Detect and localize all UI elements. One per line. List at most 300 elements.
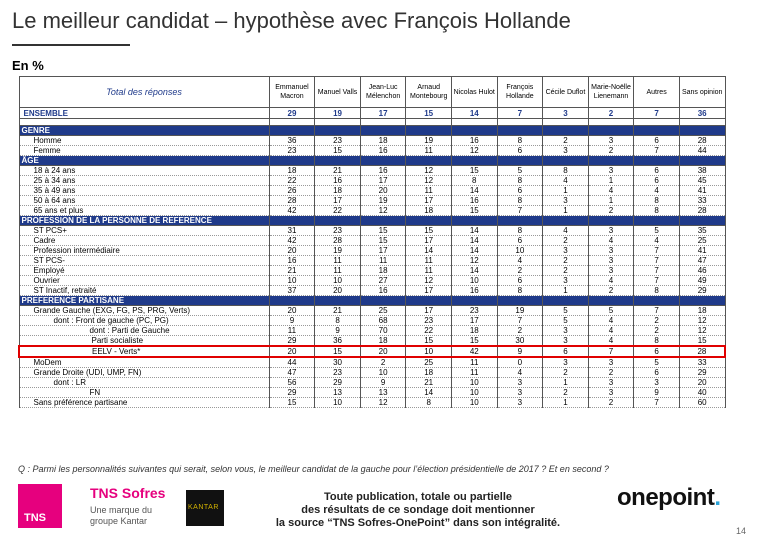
value-cell: 29 xyxy=(269,108,315,119)
onepoint-logo-dot: . xyxy=(714,484,721,511)
section-filler-cell xyxy=(497,296,543,306)
section-filler-cell xyxy=(588,216,634,226)
value-cell: 12 xyxy=(360,398,406,408)
value-cell: 37 xyxy=(269,286,315,296)
value-cell: 8 xyxy=(634,286,680,296)
value-cell: 13 xyxy=(315,388,361,398)
value-cell: 3 xyxy=(543,146,589,156)
section-header-row xyxy=(19,126,725,136)
table-row xyxy=(19,186,725,196)
value-cell: 8 xyxy=(497,176,543,186)
section-filler-cell xyxy=(360,126,406,136)
value-cell: 6 xyxy=(634,346,680,357)
section-filler-cell xyxy=(315,216,361,226)
row-label: dont : Parti de Gauche xyxy=(19,326,269,336)
value-cell: 8 xyxy=(451,176,497,186)
table-row xyxy=(19,256,725,266)
value-cell: 3 xyxy=(634,378,680,388)
value-cell: 18 xyxy=(360,136,406,146)
value-cell: 2 xyxy=(634,316,680,326)
spacer-cell xyxy=(451,119,497,126)
value-cell: 4 xyxy=(497,256,543,266)
section-header-row xyxy=(19,216,725,226)
table-row xyxy=(19,316,725,326)
section-filler-cell xyxy=(269,296,315,306)
section-filler-cell xyxy=(679,296,725,306)
value-cell: 8 xyxy=(497,136,543,146)
value-cell: 42 xyxy=(451,346,497,357)
value-cell: 11 xyxy=(360,256,406,266)
table-row xyxy=(19,276,725,286)
table-row xyxy=(19,166,725,176)
section-filler-cell xyxy=(315,126,361,136)
section-filler-cell xyxy=(360,156,406,166)
value-cell: 7 xyxy=(634,108,680,119)
value-cell: 3 xyxy=(543,196,589,206)
notice-line: la source “TNS Sofres-OnePoint” dans son intégralité. xyxy=(275,517,561,529)
value-cell: 68 xyxy=(360,316,406,326)
value-cell: 9 xyxy=(269,316,315,326)
section-label: PROFESSION DE LA PERSONNE DE REFERENCE xyxy=(19,216,269,226)
value-cell: 47 xyxy=(269,368,315,378)
row-label: MoDem xyxy=(19,357,269,368)
section-filler-cell xyxy=(679,156,725,166)
value-cell: 11 xyxy=(451,368,497,378)
value-cell: 41 xyxy=(679,246,725,256)
row-label: EELV - Verts* xyxy=(19,346,269,357)
value-cell: 3 xyxy=(588,256,634,266)
value-cell: 18 xyxy=(451,326,497,336)
row-label: Ouvrier xyxy=(19,276,269,286)
value-cell: 10 xyxy=(406,346,452,357)
value-cell: 11 xyxy=(406,266,452,276)
value-cell: 42 xyxy=(269,206,315,216)
spacer-cell xyxy=(360,119,406,126)
section-filler-cell xyxy=(634,156,680,166)
value-cell: 18 xyxy=(269,166,315,176)
table-body xyxy=(19,108,725,408)
value-cell: 3 xyxy=(543,326,589,336)
value-cell: 2 xyxy=(360,357,406,368)
tns-sofres-name: TNS Sofres xyxy=(90,485,166,501)
value-cell: 3 xyxy=(588,166,634,176)
value-cell: 29 xyxy=(679,368,725,378)
value-cell: 16 xyxy=(451,286,497,296)
row-label: 65 ans et plus xyxy=(19,206,269,216)
value-cell: 29 xyxy=(315,378,361,388)
value-cell: 29 xyxy=(679,286,725,296)
survey-question: Q : Parmi les personnalités suivantes qui serait, selon vous, le meilleur candidat de la gauche pour l’élection présidentielle de 2017 ? Et en second ? xyxy=(18,464,609,474)
value-cell: 23 xyxy=(406,316,452,326)
value-cell: 26 xyxy=(269,186,315,196)
value-cell: 7 xyxy=(634,256,680,266)
value-cell: 8 xyxy=(543,166,589,176)
value-cell: 4 xyxy=(543,176,589,186)
value-cell: 2 xyxy=(543,266,589,276)
value-cell: 35 xyxy=(679,226,725,236)
column-header: Marie-Noëlle Lienemann xyxy=(588,77,634,108)
value-cell: 6 xyxy=(634,176,680,186)
spacer-row xyxy=(19,119,725,126)
results-table xyxy=(18,76,726,408)
value-cell: 10 xyxy=(315,276,361,286)
value-cell: 1 xyxy=(588,196,634,206)
value-cell: 2 xyxy=(497,326,543,336)
value-cell: 3 xyxy=(543,108,589,119)
value-cell: 10 xyxy=(315,398,361,408)
value-cell: 12 xyxy=(451,256,497,266)
value-cell: 8 xyxy=(634,206,680,216)
value-cell: 6 xyxy=(497,146,543,156)
spacer-cell xyxy=(588,119,634,126)
value-cell: 45 xyxy=(679,176,725,186)
section-filler-cell xyxy=(588,126,634,136)
row-label: ENSEMBLE xyxy=(19,108,269,119)
value-cell: 10 xyxy=(451,276,497,286)
section-filler-cell xyxy=(315,156,361,166)
section-filler-cell xyxy=(543,216,589,226)
value-cell: 16 xyxy=(315,176,361,186)
column-header: François Hollande xyxy=(497,77,543,108)
value-cell: 19 xyxy=(406,136,452,146)
value-cell: 2 xyxy=(543,136,589,146)
value-cell: 2 xyxy=(543,236,589,246)
value-cell: 20 xyxy=(269,246,315,256)
value-cell: 16 xyxy=(451,196,497,206)
value-cell: 15 xyxy=(406,108,452,119)
value-cell: 17 xyxy=(406,286,452,296)
value-cell: 3 xyxy=(497,378,543,388)
value-cell: 41 xyxy=(679,186,725,196)
section-filler-cell xyxy=(269,216,315,226)
value-cell: 15 xyxy=(451,206,497,216)
value-cell: 11 xyxy=(269,326,315,336)
value-cell: 2 xyxy=(634,326,680,336)
value-cell: 14 xyxy=(451,246,497,256)
value-cell: 60 xyxy=(679,398,725,408)
value-cell: 8 xyxy=(634,196,680,206)
value-cell: 3 xyxy=(588,226,634,236)
value-cell: 10 xyxy=(451,398,497,408)
row-label: Grande Gauche (EXG, FG, PS, PRG, Verts) xyxy=(19,306,269,316)
value-cell: 3 xyxy=(588,246,634,256)
section-filler-cell xyxy=(543,296,589,306)
column-header: Autres xyxy=(634,77,680,108)
value-cell: 3 xyxy=(588,136,634,146)
row-label: Femme xyxy=(19,146,269,156)
value-cell: 9 xyxy=(315,326,361,336)
value-cell: 23 xyxy=(315,226,361,236)
section-filler-cell xyxy=(497,216,543,226)
section-filler-cell xyxy=(451,156,497,166)
spacer-cell xyxy=(679,119,725,126)
value-cell: 2 xyxy=(543,388,589,398)
value-cell: 25 xyxy=(406,357,452,368)
value-cell: 16 xyxy=(360,286,406,296)
table-row xyxy=(19,398,725,408)
value-cell: 3 xyxy=(497,398,543,408)
value-cell: 36 xyxy=(315,336,361,347)
spacer-cell xyxy=(269,119,315,126)
value-cell: 11 xyxy=(406,256,452,266)
section-filler-cell xyxy=(269,126,315,136)
publication-notice xyxy=(248,491,588,530)
section-filler-cell xyxy=(315,296,361,306)
value-cell: 4 xyxy=(497,368,543,378)
value-cell: 2 xyxy=(588,398,634,408)
value-cell: 70 xyxy=(360,326,406,336)
value-cell: 12 xyxy=(451,146,497,156)
value-cell: 10 xyxy=(451,388,497,398)
kantar-logo-text: KANTAR xyxy=(188,504,219,511)
onepoint-logo-text: onepoint xyxy=(617,484,715,511)
section-filler-cell xyxy=(634,216,680,226)
value-cell: 21 xyxy=(269,266,315,276)
row-label: 50 à 64 ans xyxy=(19,196,269,206)
value-cell: 10 xyxy=(269,276,315,286)
value-cell: 2 xyxy=(588,108,634,119)
value-cell: 29 xyxy=(269,388,315,398)
value-cell: 20 xyxy=(360,186,406,196)
value-cell: 8 xyxy=(634,336,680,347)
section-filler-cell xyxy=(679,216,725,226)
section-filler-cell xyxy=(679,126,725,136)
table-row xyxy=(19,306,725,316)
value-cell: 10 xyxy=(451,378,497,388)
row-label: Cadre xyxy=(19,236,269,246)
value-cell: 2 xyxy=(588,286,634,296)
value-cell: 15 xyxy=(360,226,406,236)
column-header: Manuel Valls xyxy=(315,77,361,108)
value-cell: 18 xyxy=(406,368,452,378)
table-row xyxy=(19,146,725,156)
value-cell: 15 xyxy=(315,146,361,156)
table-row xyxy=(19,226,725,236)
value-cell: 27 xyxy=(360,276,406,286)
row-label: Grande Droite (UDI, UMP, FN) xyxy=(19,368,269,378)
row-label: ST PCS- xyxy=(19,256,269,266)
table-row xyxy=(19,246,725,256)
section-filler-cell xyxy=(634,296,680,306)
value-cell: 29 xyxy=(269,336,315,347)
value-cell: 18 xyxy=(360,336,406,347)
value-cell: 22 xyxy=(315,206,361,216)
value-cell: 19 xyxy=(315,108,361,119)
value-cell: 36 xyxy=(269,136,315,146)
table-row xyxy=(19,388,725,398)
value-cell: 17 xyxy=(360,176,406,186)
page-title: Le meilleur candidat – hypothèse avec François Hollande xyxy=(12,8,571,33)
value-cell: 18 xyxy=(315,186,361,196)
value-cell: 4 xyxy=(588,326,634,336)
value-cell: 3 xyxy=(497,388,543,398)
table-header-row xyxy=(19,77,725,108)
value-cell: 8 xyxy=(497,196,543,206)
table-row xyxy=(19,266,725,276)
value-cell: 44 xyxy=(679,146,725,156)
value-cell: 7 xyxy=(634,306,680,316)
value-cell: 28 xyxy=(315,236,361,246)
value-cell: 5 xyxy=(588,306,634,316)
kantar-logo xyxy=(186,490,224,526)
value-cell: 3 xyxy=(543,246,589,256)
value-cell: 7 xyxy=(634,246,680,256)
value-cell: 19 xyxy=(497,306,543,316)
value-cell: 15 xyxy=(269,398,315,408)
value-cell: 17 xyxy=(406,196,452,206)
value-cell: 15 xyxy=(406,336,452,347)
table-row xyxy=(19,326,725,336)
value-cell: 38 xyxy=(679,166,725,176)
value-cell: 49 xyxy=(679,276,725,286)
table-row xyxy=(19,136,725,146)
value-cell: 20 xyxy=(315,286,361,296)
notice-line: des résultats de ce sondage doit mentionner xyxy=(301,504,535,516)
column-header: Cécile Duflot xyxy=(543,77,589,108)
tns-logo-text: TNS xyxy=(24,512,46,524)
value-cell: 44 xyxy=(269,357,315,368)
value-cell: 15 xyxy=(679,336,725,347)
value-cell: 3 xyxy=(588,357,634,368)
value-cell: 5 xyxy=(497,166,543,176)
row-label: Profession intermédiaire xyxy=(19,246,269,256)
page-number: 14 xyxy=(736,526,747,536)
section-filler-cell xyxy=(497,126,543,136)
value-cell: 5 xyxy=(634,226,680,236)
value-cell: 7 xyxy=(634,266,680,276)
value-cell: 4 xyxy=(634,236,680,246)
notice-line: Toute publication, totale ou partielle xyxy=(323,491,513,503)
value-cell: 11 xyxy=(315,266,361,276)
spacer-cell xyxy=(497,119,543,126)
value-cell: 56 xyxy=(269,378,315,388)
value-cell: 25 xyxy=(679,236,725,246)
value-cell: 0 xyxy=(497,357,543,368)
value-cell: 22 xyxy=(269,176,315,186)
value-cell: 11 xyxy=(406,146,452,156)
value-cell: 6 xyxy=(634,368,680,378)
table-row xyxy=(19,368,725,378)
value-cell: 4 xyxy=(634,186,680,196)
value-cell: 36 xyxy=(679,108,725,119)
section-filler-cell xyxy=(406,296,452,306)
value-cell: 23 xyxy=(315,368,361,378)
row-label: dont : LR xyxy=(19,378,269,388)
spacer-cell xyxy=(406,119,452,126)
section-filler-cell xyxy=(269,156,315,166)
value-cell: 6 xyxy=(634,136,680,146)
column-header: Arnaud Montebourg xyxy=(406,77,452,108)
value-cell: 2 xyxy=(588,206,634,216)
section-filler-cell xyxy=(588,296,634,306)
table-row xyxy=(19,357,725,368)
value-cell: 19 xyxy=(360,196,406,206)
section-label: ÂGE xyxy=(19,156,269,166)
value-cell: 3 xyxy=(588,388,634,398)
value-cell: 5 xyxy=(543,316,589,326)
section-filler-cell xyxy=(543,156,589,166)
value-cell: 4 xyxy=(588,186,634,196)
row-label: Parti socialiste xyxy=(19,336,269,347)
value-cell: 17 xyxy=(406,306,452,316)
value-cell: 21 xyxy=(315,306,361,316)
value-cell: 28 xyxy=(679,346,725,357)
value-cell: 30 xyxy=(497,336,543,347)
unit-label: En % xyxy=(12,58,44,73)
value-cell: 20 xyxy=(679,378,725,388)
value-cell: 21 xyxy=(315,166,361,176)
tns-tagline: Une marque du groupe Kantar xyxy=(90,505,153,526)
value-cell: 6 xyxy=(497,186,543,196)
row-label: ST Inactif, retraité xyxy=(19,286,269,296)
value-cell: 14 xyxy=(451,226,497,236)
value-cell: 42 xyxy=(269,236,315,246)
value-cell: 12 xyxy=(360,206,406,216)
value-cell: 7 xyxy=(634,146,680,156)
value-cell: 12 xyxy=(406,166,452,176)
spacer-cell xyxy=(543,119,589,126)
total-row xyxy=(19,108,725,119)
value-cell: 6 xyxy=(497,276,543,286)
value-cell: 23 xyxy=(269,146,315,156)
row-label: Homme xyxy=(19,136,269,146)
value-cell: 17 xyxy=(360,108,406,119)
table-row xyxy=(19,286,725,296)
section-filler-cell xyxy=(360,216,406,226)
value-cell: 22 xyxy=(406,326,452,336)
value-cell: 2 xyxy=(543,368,589,378)
value-cell: 31 xyxy=(269,226,315,236)
highlighted-row xyxy=(19,346,725,357)
value-cell: 12 xyxy=(679,326,725,336)
value-cell: 6 xyxy=(634,166,680,176)
value-cell: 10 xyxy=(497,246,543,256)
value-cell: 17 xyxy=(360,246,406,256)
value-cell: 12 xyxy=(406,276,452,286)
value-cell: 16 xyxy=(360,146,406,156)
spacer-cell xyxy=(315,119,361,126)
value-cell: 5 xyxy=(543,306,589,316)
value-cell: 14 xyxy=(406,246,452,256)
section-filler-cell xyxy=(406,216,452,226)
value-cell: 16 xyxy=(360,166,406,176)
row-label: dont : Front de gauche (PC, PG) xyxy=(19,316,269,326)
row-label: Sans préférence partisane xyxy=(19,398,269,408)
value-cell: 10 xyxy=(360,368,406,378)
value-cell: 4 xyxy=(588,236,634,246)
value-cell: 14 xyxy=(451,236,497,246)
value-cell: 8 xyxy=(406,398,452,408)
value-cell: 8 xyxy=(315,316,361,326)
table-row xyxy=(19,236,725,246)
value-cell: 15 xyxy=(315,346,361,357)
column-header: Sans opinion xyxy=(679,77,725,108)
value-cell: 6 xyxy=(497,236,543,246)
value-cell: 25 xyxy=(360,306,406,316)
value-cell: 1 xyxy=(543,186,589,196)
value-cell: 8 xyxy=(497,226,543,236)
section-filler-cell xyxy=(360,296,406,306)
value-cell: 14 xyxy=(451,266,497,276)
value-cell: 4 xyxy=(543,226,589,236)
onepoint-logo xyxy=(617,484,720,512)
value-cell: 4 xyxy=(588,316,634,326)
value-cell: 28 xyxy=(679,206,725,216)
value-cell: 19 xyxy=(315,246,361,256)
section-filler-cell xyxy=(588,156,634,166)
value-cell: 28 xyxy=(269,196,315,206)
value-cell: 17 xyxy=(406,236,452,246)
